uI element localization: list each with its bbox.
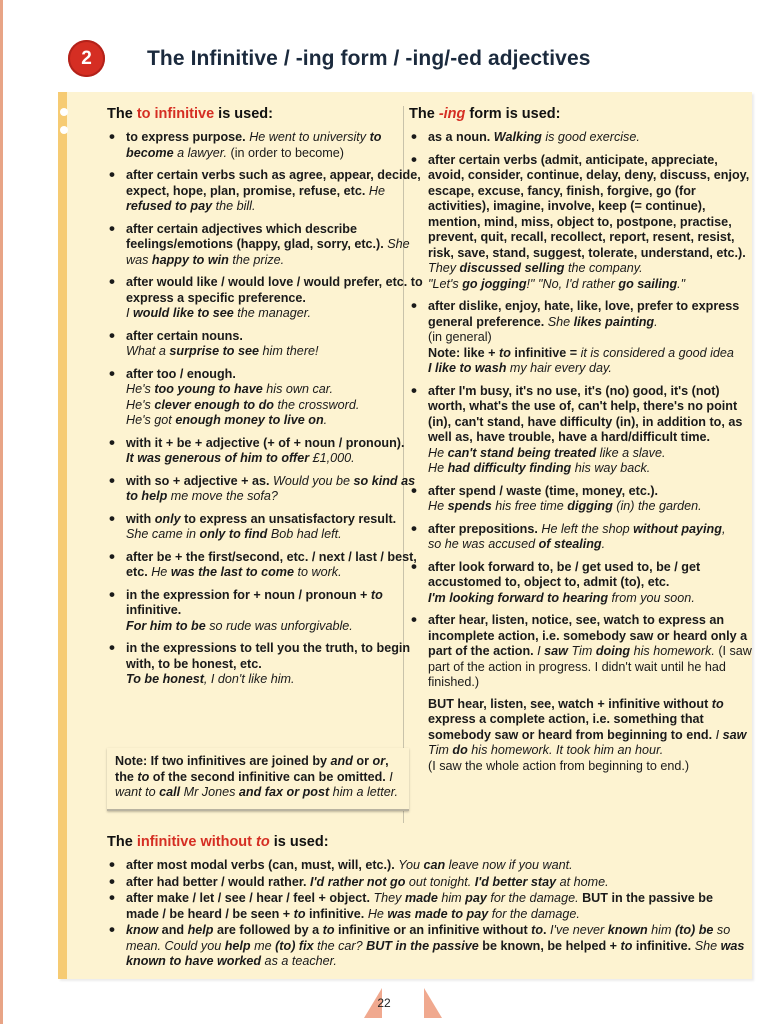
bare-infinitive-list xyxy=(107,858,747,970)
list-item: • with only to express an unsatisfactory result. She came in only to find Bob had left. xyxy=(107,512,425,543)
list-item: • after certain verbs (admit, anticipate, appreciate, avoid, consider, continue, delay, deny, discuss, enjoy, escape, excuse, fancy, finish, forgive, go (for activities), imagine, involve, keep (= continue), mention, mind, miss, object to, postpone, practise, prevent, quit, recall, recollect, report, resent, resist, risk, save, stand, suggest, tolerate, understand, etc.). They discussed selling the company. "Let's go jogging!" "No, I'd rather go sailing." xyxy=(409,153,757,293)
grammar-box xyxy=(58,92,752,979)
list-item: • after dislike, enjoy, hate, like, love, prefer to express general preference. She likes painting. (in general) Note: like + to infinitive = it is considered a good idea I like to wash my hair every day. xyxy=(409,299,757,377)
page-number: 22 xyxy=(377,996,391,1010)
list-item: • after certain verbs such as agree, appear, decide, expect, hope, plan, promise, refuse, etc. He refused to pay the bill. xyxy=(107,168,425,215)
list-item: • to express purpose. He went to university to become a lawyer. (in order to become) xyxy=(107,130,425,161)
list-item: • as a noun. Walking is good exercise. xyxy=(409,130,757,146)
list-item: • in the expression for + noun / pronoun + to infinitive. For him to be so rude was unforgivable. xyxy=(107,588,425,635)
list-item: • after too / enough. He's too young to have his own car. He's clever enough to do the crossword. He's got enough money to live on. xyxy=(107,367,425,429)
list-item: • after I'm busy, it's no use, it's (no) good, it's (not) worth, what's the use of, can't help, there's no point (in), can't stand, have difficulty (in), in addition to, as well as, have trouble, have a hard/difficult time. He can't stand being treated like a slave. He had difficulty finding his way back. xyxy=(409,384,757,477)
ing-form-list xyxy=(409,130,757,774)
list-item: • after most modal verbs (can, must, will, etc.). You can leave now if you want. xyxy=(107,858,747,874)
list-item: • after certain nouns. What a surprise to see him there! xyxy=(107,329,425,360)
list-item: • after make / let / see / hear / feel + object. They made him pay for the damage. BUT in the passive be made / be heard / be seen + to infinitive. He was made to pay for the damage. xyxy=(107,891,747,922)
section-number-badge: 2 xyxy=(68,40,105,77)
to-infinitive-list xyxy=(107,130,425,688)
decorative-dot xyxy=(60,108,68,116)
list-item: • after spend / waste (time, money, etc.). He spends his free time digging (in) the garden. xyxy=(409,484,757,515)
bare-infinitive-section xyxy=(107,834,747,971)
ing-form-column xyxy=(409,106,757,781)
list-item: • after would like / would love / would prefer, etc. to express a specific preference. I would like to see the manager. xyxy=(107,275,425,322)
page-edge-stripe xyxy=(0,0,3,1024)
list-item: • after certain adjectives which describe feelings/emotions (happy, glad, sorry, etc.). She was happy to win the prize. xyxy=(107,222,425,269)
list-item: • with it + be + adjective (+ of + noun / pronoun). It was generous of him to offer £1,000. xyxy=(107,436,425,467)
ing-form-heading: The -ing form is used: xyxy=(409,106,561,122)
list-item: • after look forward to, be / get used to, be / get accustomed to, object to, admit (to), etc. I'm looking forward to hearing from you soon. xyxy=(409,560,757,607)
list-item: • in the expressions to tell you the truth, to begin with, to be honest, etc. To be honest, I don't like him. xyxy=(107,641,425,688)
note-box: Note: If two infinitives are joined by and or or, the to of the second infinitive can be omitted. I want to call Mr Jones and fax or post him a letter. xyxy=(107,748,409,811)
list-item: • know and help are followed by a to infinitive or an infinitive without to. I've never known him (to) be so mean. Could you help me (to) fix the car? BUT in the passive be known, be helped + to infinitive. She was known to have worked as a teacher. xyxy=(107,923,747,970)
list-item: • with so + adjective + as. Would you be so kind as to help me move the sofa? xyxy=(107,474,425,505)
section-title: The Infinitive / -ing form / -ing/-ed adjectives xyxy=(147,46,591,70)
bare-infinitive-heading: The infinitive without to is used: xyxy=(107,834,329,850)
list-item: • after be + the first/second, etc. / next / last / best, etc. He was the last to come to work. xyxy=(107,550,425,581)
section-header xyxy=(68,40,591,77)
list-item: • after prepositions. He left the shop without paying, so he was accused of stealing. xyxy=(409,522,757,553)
to-infinitive-heading: The to infinitive is used: xyxy=(107,106,273,122)
to-infinitive-column xyxy=(107,106,425,695)
list-item: • after hear, listen, notice, see, watch to express an incomplete action, i.e. somebody saw or heard only a part of the action. I saw Tim doing his homework. (I saw part of the action in progress. I didn't wait until he had finished.) BUT hear, listen, see, watch + infinitive without to express a complete action, i.e. something that somebody saw or heard from beginning to end. I saw Tim do his homework. It took him an hour. (I saw the whole action from beginning to end.) xyxy=(409,613,757,774)
decorative-dot xyxy=(60,126,68,134)
list-item: • after had better / would rather. I'd rather not go out tonight. I'd better stay at home. xyxy=(107,875,747,891)
